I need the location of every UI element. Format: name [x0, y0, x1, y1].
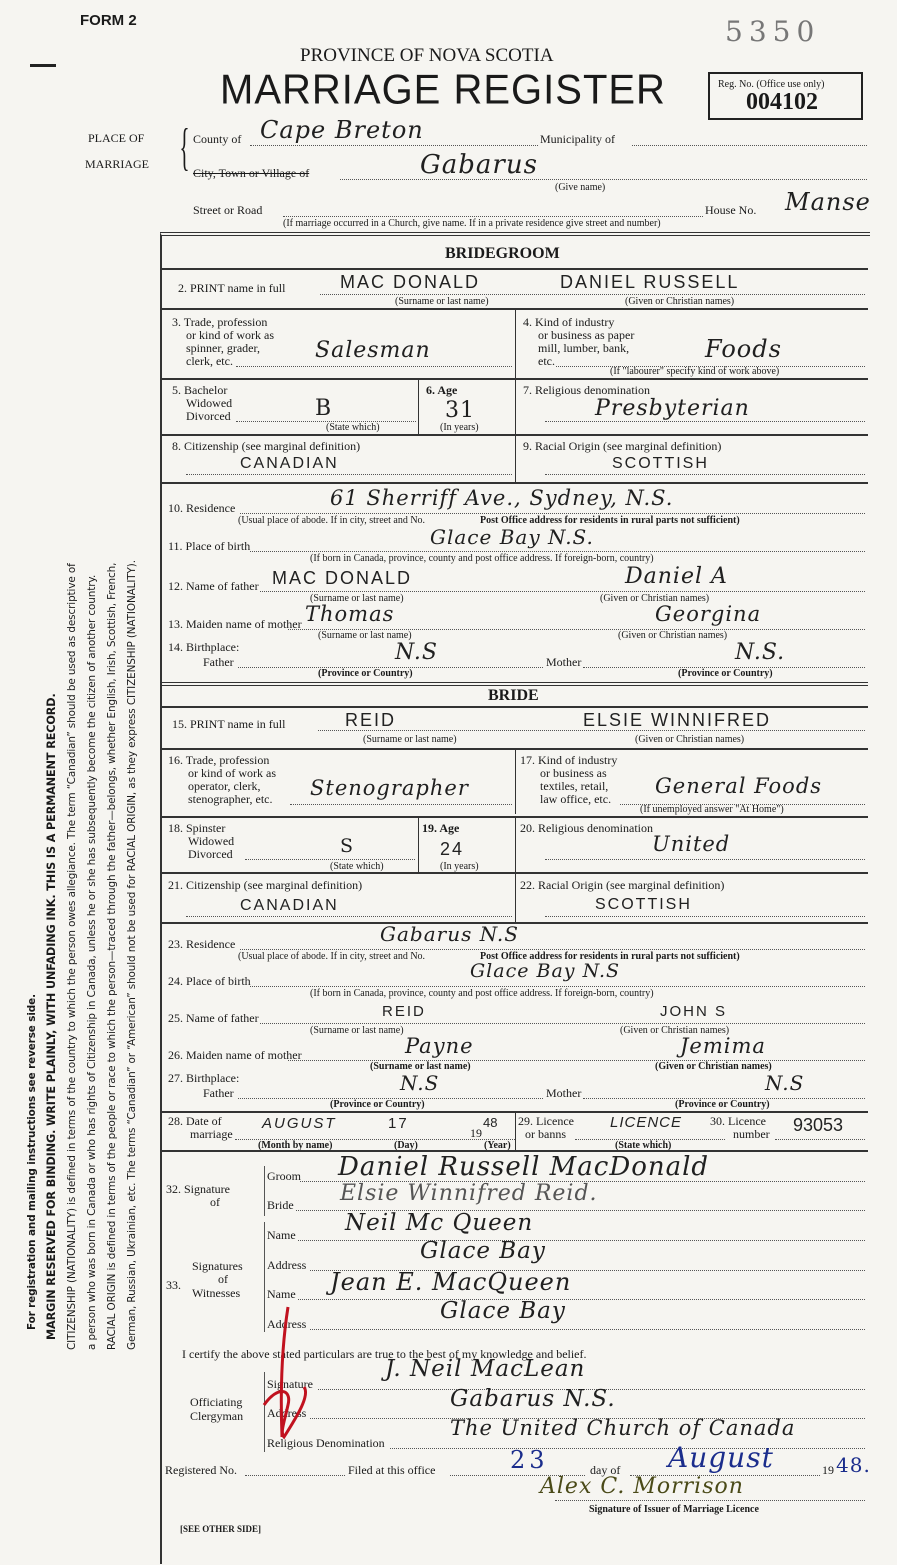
groom-f10-label: 10. Residence — [168, 501, 236, 515]
groom-surname: MAC DONALD — [340, 272, 481, 292]
caption: (Given or Christian names) — [625, 296, 735, 307]
bride-residence: Gabarus N.S — [380, 922, 519, 946]
groom-given: DANIEL RUSSELL — [560, 272, 740, 292]
margin-instructions — [22, 280, 142, 1350]
witness2-address-label: Address — [267, 1317, 307, 1331]
province-heading: PROVINCE OF NOVA SCOTIA — [300, 45, 554, 66]
f30-label: number — [733, 1127, 770, 1141]
caption: (In years) — [440, 422, 479, 433]
caption: (Given or Christian names) — [635, 734, 745, 745]
bride-sig-label: Bride — [267, 1198, 294, 1212]
f33-number: 33. — [166, 1278, 181, 1292]
bride-origin: SCOTTISH — [595, 896, 692, 913]
clergy-address: Gabarus N.S. — [450, 1386, 616, 1412]
witness1-name-label: Name — [267, 1228, 296, 1242]
f30-label: 30. Licence — [710, 1114, 766, 1128]
groom-mother-surname: Thomas — [305, 602, 395, 626]
groom-father-surname: MAC DONALD — [272, 568, 413, 588]
groom-father-bp-label: Father — [203, 655, 234, 669]
margin-line-3: CITIZENSHIP (NATIONALITY) is defined in terms of the country to which the person owes allegiance. The term “Canadian” should be used as descriptive of — [66, 563, 78, 1350]
bride-f17-label: 17. Kind of industry — [520, 753, 618, 767]
bride-surname: REID — [345, 710, 397, 730]
filed-month: August — [668, 1441, 774, 1474]
bride-f16-label: operator, clerk, — [188, 779, 261, 793]
margin-line-1: For registration and mailing instructions see reverse side. — [26, 994, 38, 1330]
f32-label: 32. Signature — [166, 1182, 230, 1196]
bride-f22-label: 22. Racial Origin (see marginal definition) — [520, 878, 725, 892]
bride-father-surname: REID — [382, 1003, 426, 1020]
groom-f3-label: 3. Trade, profession — [172, 315, 268, 329]
witness2-name-label: Name — [267, 1287, 296, 1301]
year-prefix: 19 — [470, 1126, 482, 1140]
bride-heading: BRIDE — [488, 687, 539, 704]
f33-label: of — [218, 1272, 228, 1286]
groom-f13-label: 13. Maiden name of mother — [168, 617, 302, 631]
margin-line-6: German, Russian, Ukrainian, etc. The terms “Canadian” or “American” should not be used for RACIAL ORIGIN, as they express CITIZENSHIP (NATIONALITY). — [126, 560, 138, 1350]
caption: (Given or Christian names) — [600, 593, 710, 604]
bride-f24-label: 24. Place of birth — [168, 974, 251, 988]
reg-no-box — [708, 72, 863, 120]
groom-f5-label: Divorced — [186, 409, 231, 423]
bride-f17-label: textiles, retail, — [540, 779, 609, 793]
day-of-label: day of — [590, 1463, 621, 1477]
filed-year: 48. — [836, 1453, 871, 1477]
caption: (Day) — [394, 1140, 418, 1151]
page-title: MARRIAGE REGISTER — [220, 66, 666, 114]
f28-label: marriage — [190, 1127, 233, 1141]
bride-father-birthplace: N.S — [400, 1071, 440, 1095]
groom-status: B — [315, 396, 333, 421]
clergy-signature: J. Neil MacLean — [385, 1356, 586, 1382]
bride-f17-label: law office, etc. — [540, 792, 612, 806]
bride-f19-label: 19. Age — [422, 821, 460, 835]
bride-mother-given: Jemima — [680, 1034, 766, 1058]
caption: (Surname or last name) — [318, 630, 412, 641]
groom-father-given: Daniel A — [625, 564, 728, 589]
groom-residence: 61 Sherriff Ave., Sydney, N.S. — [330, 486, 674, 510]
bride-f15-label: 15. PRINT name in full — [172, 717, 286, 731]
caption: Post Office address for residents in rural parts not sufficient) — [480, 515, 740, 526]
groom-signature: Daniel Russell MacDonald — [338, 1152, 710, 1182]
county-value: Cape Breton — [260, 116, 424, 144]
house-label: House No. — [705, 203, 757, 217]
caption: (In years) — [440, 861, 479, 872]
groom-f8-label: 8. Citizenship (see marginal definition) — [172, 439, 361, 453]
caption: (State which) — [330, 861, 384, 872]
bride-given: ELSIE WINNIFRED — [583, 710, 772, 730]
caption: (Given or Christian names) — [618, 630, 728, 641]
bride-f18-label: 18. Spinster — [168, 821, 226, 835]
issuer-label: Signature of Issuer of Marriage Licence — [589, 1504, 759, 1515]
red-check-mark — [258, 1305, 328, 1445]
bride-f17-label: or business as — [540, 766, 607, 780]
groom-f4-label: etc. — [538, 354, 555, 368]
f28-label: 28. Date of — [168, 1114, 222, 1128]
reg-no-value: 004102 — [746, 89, 818, 115]
bride-f23-label: 23. Residence — [168, 937, 236, 951]
bride-f27-label: 27. Birthplace: — [168, 1071, 240, 1085]
groom-industry: Foods — [705, 335, 782, 363]
witness1-name: Neil Mc Queen — [345, 1210, 534, 1236]
licence-number: 93053 — [793, 1115, 844, 1135]
bride-f16-label: 16. Trade, profession — [168, 753, 270, 767]
bride-citizenship: CANADIAN — [240, 897, 339, 914]
caption: (If born in Canada, province, county and post office address. If foreign-born, country) — [310, 988, 654, 999]
county-label: County of — [193, 132, 242, 146]
groom-f5-label: 5. Bachelor — [172, 383, 228, 397]
groom-f5-label: Widowed — [186, 396, 233, 410]
caption: (Usual place of abode. If in city, street and No. — [238, 951, 426, 962]
form-number: FORM 2 — [80, 12, 137, 29]
margin-line-5: RACIAL ORIGIN is defined in terms of the people or race to which the person—traced through the father—belongs, whether English, Irish, Scottish, French, — [106, 562, 118, 1350]
see-other-side: [SEE OTHER SIDE] — [180, 1524, 262, 1534]
bride-status: S — [340, 835, 355, 857]
caption: (Surname or last name) — [310, 593, 404, 604]
clergy-sig-label: Signature — [267, 1377, 313, 1391]
f33-label: Witnesses — [192, 1286, 241, 1300]
groom-f3-label: spinner, grader, — [186, 341, 261, 355]
bride-f16-label: or kind of work as — [188, 766, 276, 780]
witness2-address: Glace Bay — [440, 1298, 566, 1324]
groom-age: 31 — [445, 398, 475, 423]
margin-line-4: a person who was born in Canada or who has rights of Citizenship in Canada, unless he or she has subsequently become the citizen of another country. — [86, 574, 98, 1350]
bride-f21-label: 21. Citizenship (see marginal definition) — [168, 878, 363, 892]
bride-religion: United — [652, 832, 731, 856]
issuer-signature: Alex C. Morrison — [540, 1474, 744, 1499]
caption: (Surname or last name) — [310, 1025, 404, 1036]
f29-label: or banns — [525, 1127, 566, 1141]
marriage-month: AUGUST — [262, 1115, 337, 1132]
registered-no-label: Registered No. — [165, 1463, 237, 1477]
caption: (If unemployed answer "At Home") — [640, 804, 784, 815]
city-value: Gabarus — [420, 150, 538, 180]
street-label: Street or Road — [193, 203, 263, 217]
reg-no-label: Reg. No. (Office use only) — [718, 79, 825, 90]
groom-mother-birthplace: N.S. — [735, 640, 786, 665]
filed-label: Filed at this office — [348, 1463, 436, 1477]
groom-f4-label: or business as paper — [538, 328, 635, 342]
caption: Post Office address for residents in rural parts not sufficient) — [480, 951, 740, 962]
groom-mother-given: Georgina — [655, 602, 762, 626]
bride-industry: General Foods — [655, 774, 823, 798]
groom-f2-label: 2. PRINT name in full — [178, 281, 286, 295]
groom-f4-label: 4. Kind of industry — [523, 315, 615, 329]
clergy-address-label: Address — [267, 1406, 307, 1420]
municipality-label: Municipality of — [540, 132, 615, 146]
groom-f11-label: 11. Place of birth — [168, 539, 251, 553]
caption: (Month by name) — [258, 1140, 333, 1151]
brace: { — [179, 119, 190, 176]
bride-birthplace: Glace Bay N.S — [470, 960, 621, 982]
mark-dash — [30, 64, 56, 67]
groom-birthplace: Glace Bay N.S. — [430, 525, 594, 549]
caption: (Province or Country) — [330, 1099, 425, 1110]
bride-mother-surname: Payne — [405, 1034, 474, 1058]
bride-age: 24 — [440, 839, 465, 859]
file-number: 5350 — [725, 15, 821, 48]
caption: (State which) — [615, 1140, 672, 1151]
denomination-label: Religious Denomination — [267, 1436, 385, 1450]
bride-f16-label: stenographer, etc. — [188, 792, 273, 806]
groom-f4-label: mill, lumber, bank, — [538, 341, 630, 355]
groom-f12-label: 12. Name of father — [168, 579, 259, 593]
f29-label: 29. Licence — [518, 1114, 574, 1128]
groom-origin: SCOTTISH — [612, 455, 709, 472]
bride-signature: Elsie Winnifred Reid. — [340, 1181, 598, 1206]
place-label-2: MARRIAGE — [85, 157, 150, 171]
groom-father-birthplace: N.S — [395, 640, 438, 665]
officiating-label: Clergyman — [190, 1409, 244, 1423]
witness1-address: Glace Bay — [420, 1238, 546, 1264]
caption: (If "labourer" specify kind of work above) — [610, 366, 780, 377]
filed-year-prefix: 19 — [822, 1463, 834, 1477]
witness1-address-label: Address — [267, 1258, 307, 1272]
bride-trade: Stenographer — [310, 776, 469, 800]
caption: (Surname or last name) — [395, 296, 489, 307]
bridegroom-heading: BRIDEGROOM — [445, 245, 560, 262]
bride-f20-label: 20. Religious denomination — [520, 821, 653, 835]
caption: (Given or Christian names) — [620, 1025, 730, 1036]
caption: (Surname or last name) — [370, 1061, 471, 1072]
caption: (State which) — [326, 422, 380, 433]
bride-father-bp-label: Father — [203, 1086, 234, 1100]
groom-religion: Presbyterian — [595, 396, 750, 421]
marriage-year: 48 — [483, 1115, 498, 1130]
bride-f25-label: 25. Name of father — [168, 1011, 259, 1025]
groom-trade: Salesman — [315, 338, 431, 363]
groom-f9-label: 9. Racial Origin (see marginal definition) — [523, 439, 722, 453]
caption: (Surname or last name) — [363, 734, 457, 745]
caption: (Usual place of abode. If in city, street and No. — [238, 515, 426, 526]
groom-f14-label: 14. Birthplace: — [168, 640, 240, 654]
groom-f3-label: clerk, etc. — [186, 354, 233, 368]
groom-mother-bp-label: Mother — [546, 655, 582, 669]
witness2-name: Jean E. MacQueen — [330, 1268, 572, 1296]
caption: (Given or Christian names) — [655, 1061, 772, 1072]
bride-f26-label: 26. Maiden name of mother — [168, 1048, 302, 1062]
place-label-1: PLACE OF — [88, 131, 145, 145]
marriage-day: 17 — [388, 1115, 409, 1132]
groom-citizenship: CANADIAN — [240, 455, 339, 472]
officiating-label: Officiating — [190, 1395, 243, 1409]
city-label: City, Town or Village of — [193, 166, 310, 180]
bride-father-given: JOHN S — [660, 1003, 728, 1020]
caption: (Province or Country) — [678, 668, 773, 679]
give-name-caption: (Give name) — [555, 182, 606, 193]
bride-f18-label: Widowed — [188, 834, 235, 848]
certification-text: I certify the above stated particulars are true to the best of my knowledge and belief. — [182, 1347, 587, 1361]
bride-mother-bp-label: Mother — [546, 1086, 582, 1100]
margin-line-2: MARGIN RESERVED FOR BINDING. WRITE PLAINLY, WITH UNFADING INK. THIS IS A PERMANENT RECORD. — [45, 693, 58, 1340]
groom-f7-label: 7. Religious denomination — [523, 383, 650, 397]
caption: (If born in Canada, province, county and post office address. If foreign-born, country) — [310, 553, 654, 564]
house-value: Manse — [785, 188, 871, 216]
caption: (Province or Country) — [318, 668, 413, 679]
groom-f3-label: or kind of work as — [186, 328, 274, 342]
caption: (Year) — [484, 1140, 511, 1151]
filed-day: 23 — [510, 1446, 549, 1474]
caption: (Province or Country) — [675, 1099, 770, 1110]
groom-sig-label: Groom — [267, 1169, 301, 1183]
street-note: (If marriage occurred in a Church, give name. If in a private residence give street and number) — [283, 218, 661, 229]
bride-f18-label: Divorced — [188, 847, 233, 861]
bride-mother-birthplace: N.S — [765, 1071, 805, 1095]
licence-type: LICENCE — [610, 1114, 683, 1131]
f33-label: Signatures — [192, 1259, 243, 1273]
f32-label: of — [210, 1195, 220, 1209]
clergy-denomination: The United Church of Canada — [450, 1416, 796, 1440]
groom-f6-label: 6. Age — [426, 383, 458, 397]
